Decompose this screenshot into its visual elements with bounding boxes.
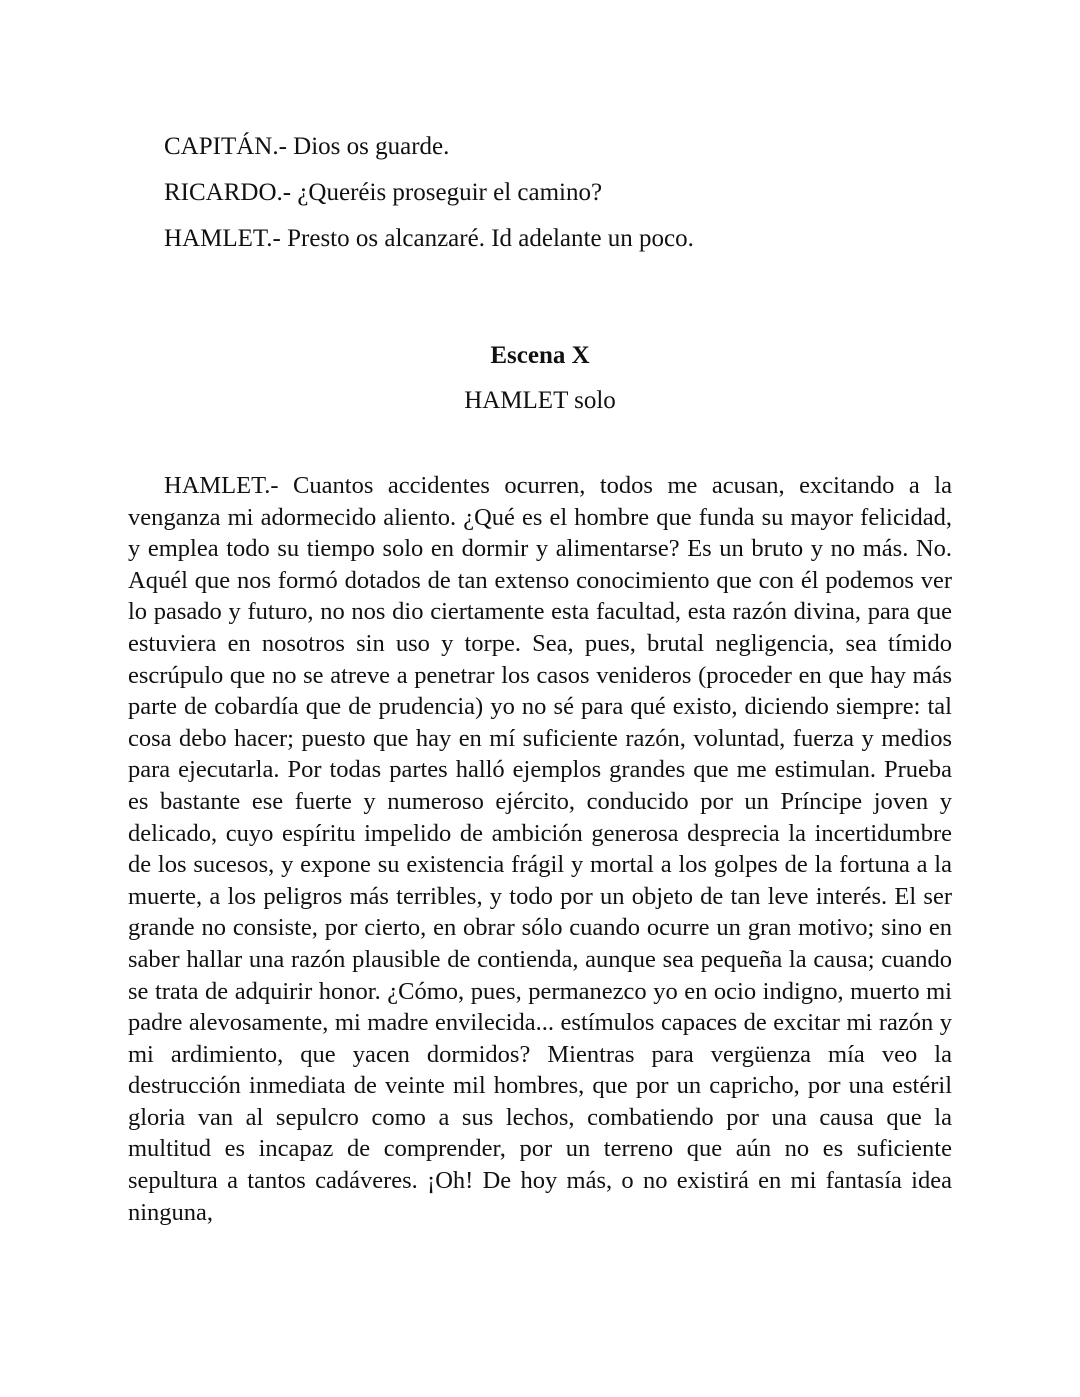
- dialogue-line-ricardo: RICARDO.- ¿Queréis proseguir el camino?: [164, 179, 603, 206]
- dialogue-line-capitan: CAPITÁN.- Dios os guarde.: [164, 133, 450, 160]
- monologue-paragraph: HAMLET.- Cuantos accidentes ocurren, todos me acusan, excitando a la venganza mi adormecido aliento. ¿Qué es el hombre que funda su mayor felicidad, y emplea todo su tiempo solo en dormir y alimentarse? Es un bruto y no más. No. Aquél que nos formó dotados de tan extenso conocimiento que con él podemos ver lo pasado y futuro, no nos dio ciertamente esta facultad, esta razón divina, para que estuviera en nosotros sin uso y torpe. Sea, pues, brutal negligencia, sea tímido escrúpulo que no se atreve a penetrar los casos venideros (proceder en que hay más parte de cobardía que de prudencia) yo no sé para qué existo, diciendo siempre: tal cosa debo hacer; puesto que hay en mí suficiente razón, voluntad, fuerza y medios para ejecutarla. Por todas partes halló ejemplos grandes que me estimulan. Prueba es bastante ese fuerte y numeroso ejército, conducido por un Príncipe joven y delicado, cuyo espíritu impelido de ambición generosa desprecia la incertidumbre de los sucesos, y expone su existencia frágil y mortal a los golpes de la fortuna a la muerte, a los peligros más terribles, y todo por un objeto de tan leve interés. El ser grande no consiste, por cierto, en obrar sólo cuando ocurre un gran motivo; sino en saber hallar una razón plausible de contienda, aunque sea pequeña la causa; cuando se trata de adquirir honor. ¿Cómo, pues, permanezco yo en ocio indigno, muerto mi padre alevosamente, mi madre envilecida... estímulos capaces de excitar mi razón y mi ardimiento, que yacen dormidos? Mientras para vergüenza mía veo la destrucción inmediata de veinte mil hombres, que por un capricho, por una estéril gloria van al sepulcro como a sus lechos, combatiendo por una causa que la multitud es incapaz de comprender, por un terreno que aún no es suficiente sepultura a tantos cadáveres. ¡Oh! De hoy más, o no existirá en mi fantasía idea ninguna,: [128, 472, 952, 1226]
- dialogue-line-hamlet: HAMLET.- Presto os alcanzaré. Id adelante un poco.: [164, 225, 694, 252]
- dialogue-block: [164, 124, 964, 262]
- scene-title: Escena X: [490, 342, 590, 369]
- scene-heading: [0, 336, 1080, 426]
- scene-subtitle: HAMLET solo: [464, 387, 616, 414]
